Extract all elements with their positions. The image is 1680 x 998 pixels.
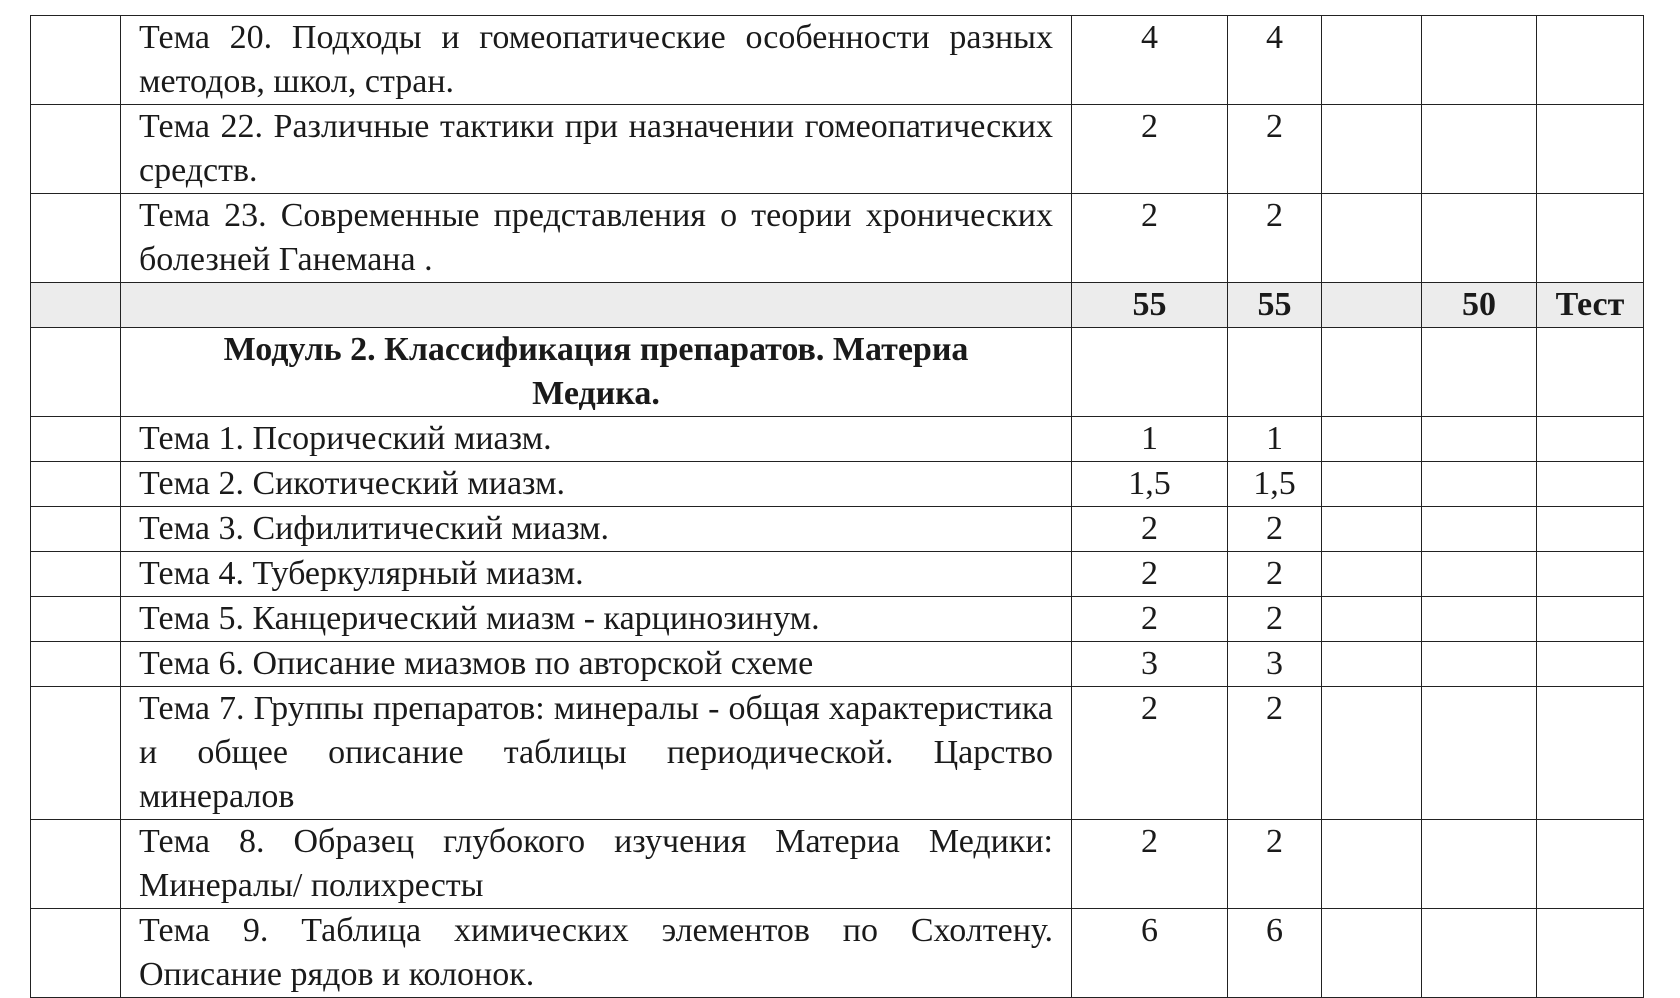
table-row [31,687,1644,820]
hours-practice-cell [1322,642,1422,687]
hours-lecture-cell: 4 [1228,16,1322,105]
hours-practice-cell [1322,507,1422,552]
table-row [31,552,1644,597]
table-row [31,642,1644,687]
hours-total-cell: 2 [1072,552,1228,597]
hours-total-cell: 6 [1072,909,1228,998]
topic-cell: Тема 5. Канцерический миазм - карцинозинум. [121,597,1072,642]
index-cell [31,552,121,597]
index-cell [31,507,121,552]
index-cell [31,597,121,642]
topic-cell: Тема 7. Группы препаратов: минералы - общая характеристика и общее описание таблицы периодической. Царство минералов [121,687,1072,820]
assessment-cell [1537,462,1644,507]
hours-total-cell: 2 [1072,687,1228,820]
assessment-cell [1537,328,1644,417]
hours-practice-cell [1322,417,1422,462]
hours-practice-cell [1322,194,1422,283]
hours-lecture-cell: 6 [1228,909,1322,998]
assessment-cell: Тест [1537,283,1644,328]
hours-practice-cell [1322,597,1422,642]
hours-total-cell: 2 [1072,507,1228,552]
topic-cell: Тема 9. Таблица химических элементов по Схолтену. Описание рядов и колонок. [121,909,1072,998]
topic-cell: Тема 22. Различные тактики при назначении гомеопатических средств. [121,105,1072,194]
topic-cell: Тема 20. Подходы и гомеопатические особенности разных методов, школ, стран. [121,16,1072,105]
module-title: Модуль 2. Классификация препаратов. Материа Медика. [121,328,1072,417]
topic-cell [121,283,1072,328]
module-heading-row [31,328,1644,417]
hours-lecture-cell [1228,328,1322,417]
table-row [31,16,1644,105]
hours-practice-cell [1322,16,1422,105]
hours-total-cell [1072,328,1228,417]
assessment-cell [1537,194,1644,283]
index-cell [31,642,121,687]
index-cell [31,417,121,462]
curriculum-table [30,15,1644,998]
table-row [31,597,1644,642]
hours-lecture-cell: 2 [1228,105,1322,194]
hours-total-cell: 4 [1072,16,1228,105]
topic-cell: Тема 8. Образец глубокого изучения Материа Медики: Минералы/ полихресты [121,820,1072,909]
hours-total-cell: 55 [1072,283,1228,328]
hours-lecture-cell: 2 [1228,507,1322,552]
table-row [31,417,1644,462]
topic-cell: Тема 23. Современные представления о теории хронических болезней Ганемана . [121,194,1072,283]
topic-cell: Тема 2. Сикотический миазм. [121,462,1072,507]
hours-total-cell: 1 [1072,417,1228,462]
hours-self-study-cell [1422,552,1537,597]
module-summary-row [31,283,1644,328]
assessment-cell [1537,687,1644,820]
index-cell [31,687,121,820]
index-cell [31,283,121,328]
hours-lecture-cell: 2 [1228,687,1322,820]
topic-cell: Тема 6. Описание миазмов по авторской схеме [121,642,1072,687]
hours-practice-cell [1322,552,1422,597]
table-row [31,909,1644,998]
hours-self-study-cell: 50 [1422,283,1537,328]
hours-self-study-cell [1422,105,1537,194]
assessment-cell [1537,552,1644,597]
hours-lecture-cell: 2 [1228,820,1322,909]
index-cell [31,328,121,417]
topic-cell: Тема 4. Туберкулярный миазм. [121,552,1072,597]
table-row [31,507,1644,552]
assessment-cell [1537,105,1644,194]
index-cell [31,16,121,105]
hours-lecture-cell: 1,5 [1228,462,1322,507]
hours-lecture-cell: 55 [1228,283,1322,328]
hours-self-study-cell [1422,417,1537,462]
hours-self-study-cell [1422,687,1537,820]
table-row [31,105,1644,194]
hours-total-cell: 2 [1072,105,1228,194]
hours-lecture-cell: 2 [1228,597,1322,642]
hours-self-study-cell [1422,642,1537,687]
hours-self-study-cell [1422,194,1537,283]
hours-lecture-cell: 2 [1228,194,1322,283]
hours-self-study-cell [1422,597,1537,642]
hours-self-study-cell [1422,16,1537,105]
index-cell [31,105,121,194]
hours-practice-cell [1322,105,1422,194]
hours-self-study-cell [1422,820,1537,909]
hours-self-study-cell [1422,328,1537,417]
hours-lecture-cell: 3 [1228,642,1322,687]
hours-self-study-cell [1422,909,1537,998]
index-cell [31,909,121,998]
hours-practice-cell [1322,283,1422,328]
hours-practice-cell [1322,820,1422,909]
assessment-cell [1537,642,1644,687]
assessment-cell [1537,507,1644,552]
index-cell [31,462,121,507]
assessment-cell [1537,909,1644,998]
assessment-cell [1537,417,1644,462]
hours-self-study-cell [1422,462,1537,507]
table-row [31,462,1644,507]
assessment-cell [1537,597,1644,642]
hours-total-cell: 2 [1072,820,1228,909]
hours-practice-cell [1322,687,1422,820]
hours-total-cell: 2 [1072,597,1228,642]
hours-self-study-cell [1422,507,1537,552]
topic-cell: Тема 1. Псорический миазм. [121,417,1072,462]
hours-lecture-cell: 2 [1228,552,1322,597]
index-cell [31,820,121,909]
hours-practice-cell [1322,328,1422,417]
table-row [31,820,1644,909]
assessment-cell [1537,820,1644,909]
index-cell [31,194,121,283]
assessment-cell [1537,16,1644,105]
hours-total-cell: 3 [1072,642,1228,687]
topic-cell: Тема 3. Сифилитический миазм. [121,507,1072,552]
hours-total-cell: 2 [1072,194,1228,283]
hours-lecture-cell: 1 [1228,417,1322,462]
hours-practice-cell [1322,909,1422,998]
hours-total-cell: 1,5 [1072,462,1228,507]
hours-practice-cell [1322,462,1422,507]
table-row [31,194,1644,283]
